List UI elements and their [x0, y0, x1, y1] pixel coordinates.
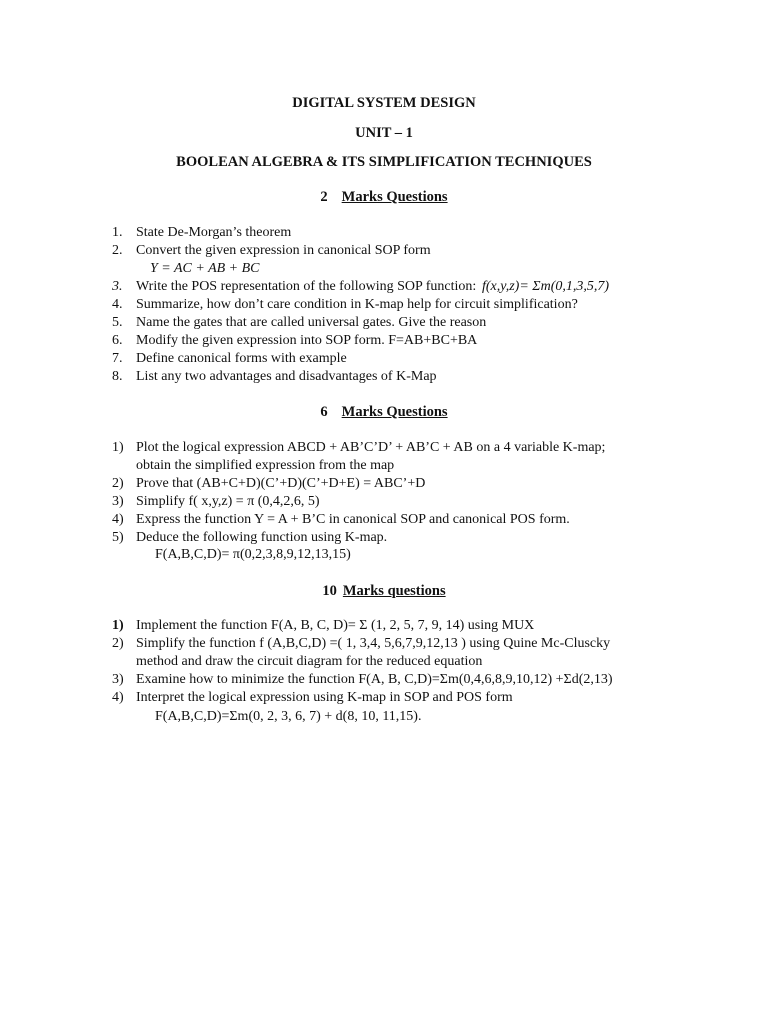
question-formula: F(A,B,C,D)=Σm(0, 2, 3, 6, 7) + d(8, 10, 11,15).: [155, 709, 422, 724]
unit-title-text: UNIT – 1: [355, 125, 413, 141]
question-number: 5): [112, 530, 124, 545]
question-number: 5.: [112, 315, 123, 330]
question-text: Interpret the logical expression using K-map in SOP and POS form: [136, 690, 513, 705]
section-heading-6-marks: [0, 403, 768, 421]
question-number: 2): [112, 476, 124, 491]
question-number: 2): [112, 636, 124, 651]
section-number: 6: [320, 404, 328, 420]
question-text: Plot the logical expression ABCD + AB’C’D’ + AB’C + AB on a 4 variable K-map;: [136, 440, 606, 455]
question-text: Define canonical forms with example: [136, 351, 347, 366]
question-text: Express the function Y = A + B’C in canonical SOP and canonical POS form.: [136, 512, 570, 527]
section-heading-10-marks: [0, 582, 768, 600]
question-number: 2.: [112, 243, 123, 258]
question-number: 3): [112, 672, 124, 687]
section-title: Marks Questions: [341, 189, 448, 205]
question-number: 1): [112, 440, 124, 455]
question-text: Simplify f( x,y,z) = π (0,4,2,6, 5): [136, 494, 320, 509]
question-number: 6.: [112, 333, 123, 348]
question-number: 4): [112, 512, 124, 527]
question-text: State De-Morgan’s theorem: [136, 225, 292, 240]
topic-title: [0, 153, 768, 171]
question-number: 3.: [112, 279, 123, 294]
course-title-text: DIGITAL SYSTEM DESIGN: [292, 95, 476, 111]
question-number: 1.: [112, 225, 123, 240]
question-number: 8.: [112, 369, 123, 384]
question-text: Convert the given expression in canonical SOP form: [136, 243, 431, 258]
question-text: Implement the function F(A, B, C, D)= Σ (1, 2, 5, 7, 9, 14) using MUX: [136, 618, 535, 633]
section-number: 10: [322, 583, 337, 599]
section-title: Marks questions: [342, 583, 446, 599]
question-number: 4): [112, 690, 124, 705]
question-number: 7.: [112, 351, 123, 366]
question-text: List any two advantages and disadvantages of K-Map: [136, 369, 437, 384]
unit-title: [0, 124, 768, 142]
section-number: 2: [320, 189, 328, 205]
question-formula: F(A,B,C,D)= π(0,2,3,8,9,12,13,15): [155, 547, 351, 562]
question-formula: Y = AC + AB + BC: [150, 261, 260, 276]
question-number: 4.: [112, 297, 123, 312]
question-text: Summarize, how don’t care condition in K-map help for circuit simplification?: [136, 297, 578, 312]
section-heading-2-marks: [0, 188, 768, 206]
question-text: Modify the given expression into SOP form. F=AB+BC+BA: [136, 333, 478, 348]
topic-title-text: BOOLEAN ALGEBRA & ITS SIMPLIFICATION TECHNIQUES: [176, 154, 592, 170]
course-title: [0, 94, 768, 112]
question-formula: f(x,y,z)= Σm(0,1,3,5,7): [482, 279, 610, 294]
question-text-continued: method and draw the circuit diagram for the reduced equation: [136, 654, 483, 669]
question-text: Prove that (AB+C+D)(C’+D)(C’+D+E) = ABC’+D: [136, 476, 426, 491]
question-text: Examine how to minimize the function F(A, B, C,D)=Σm(0,4,6,8,9,10,12) +Σd(2,13): [136, 672, 613, 687]
question-number: 1): [112, 618, 124, 633]
question-text-continued: obtain the simplified expression from the map: [136, 458, 395, 473]
question-number: 3): [112, 494, 124, 509]
question-text: Deduce the following function using K-map.: [136, 530, 388, 545]
question-text: Simplify the function f (A,B,C,D) =( 1, 3,4, 5,6,7,9,12,13 ) using Quine Mc-Cluscky: [136, 636, 611, 651]
question-text: Write the POS representation of the following SOP function:: [136, 279, 477, 294]
section-title: Marks Questions: [341, 404, 448, 420]
question-text: Name the gates that are called universal gates. Give the reason: [136, 315, 487, 330]
